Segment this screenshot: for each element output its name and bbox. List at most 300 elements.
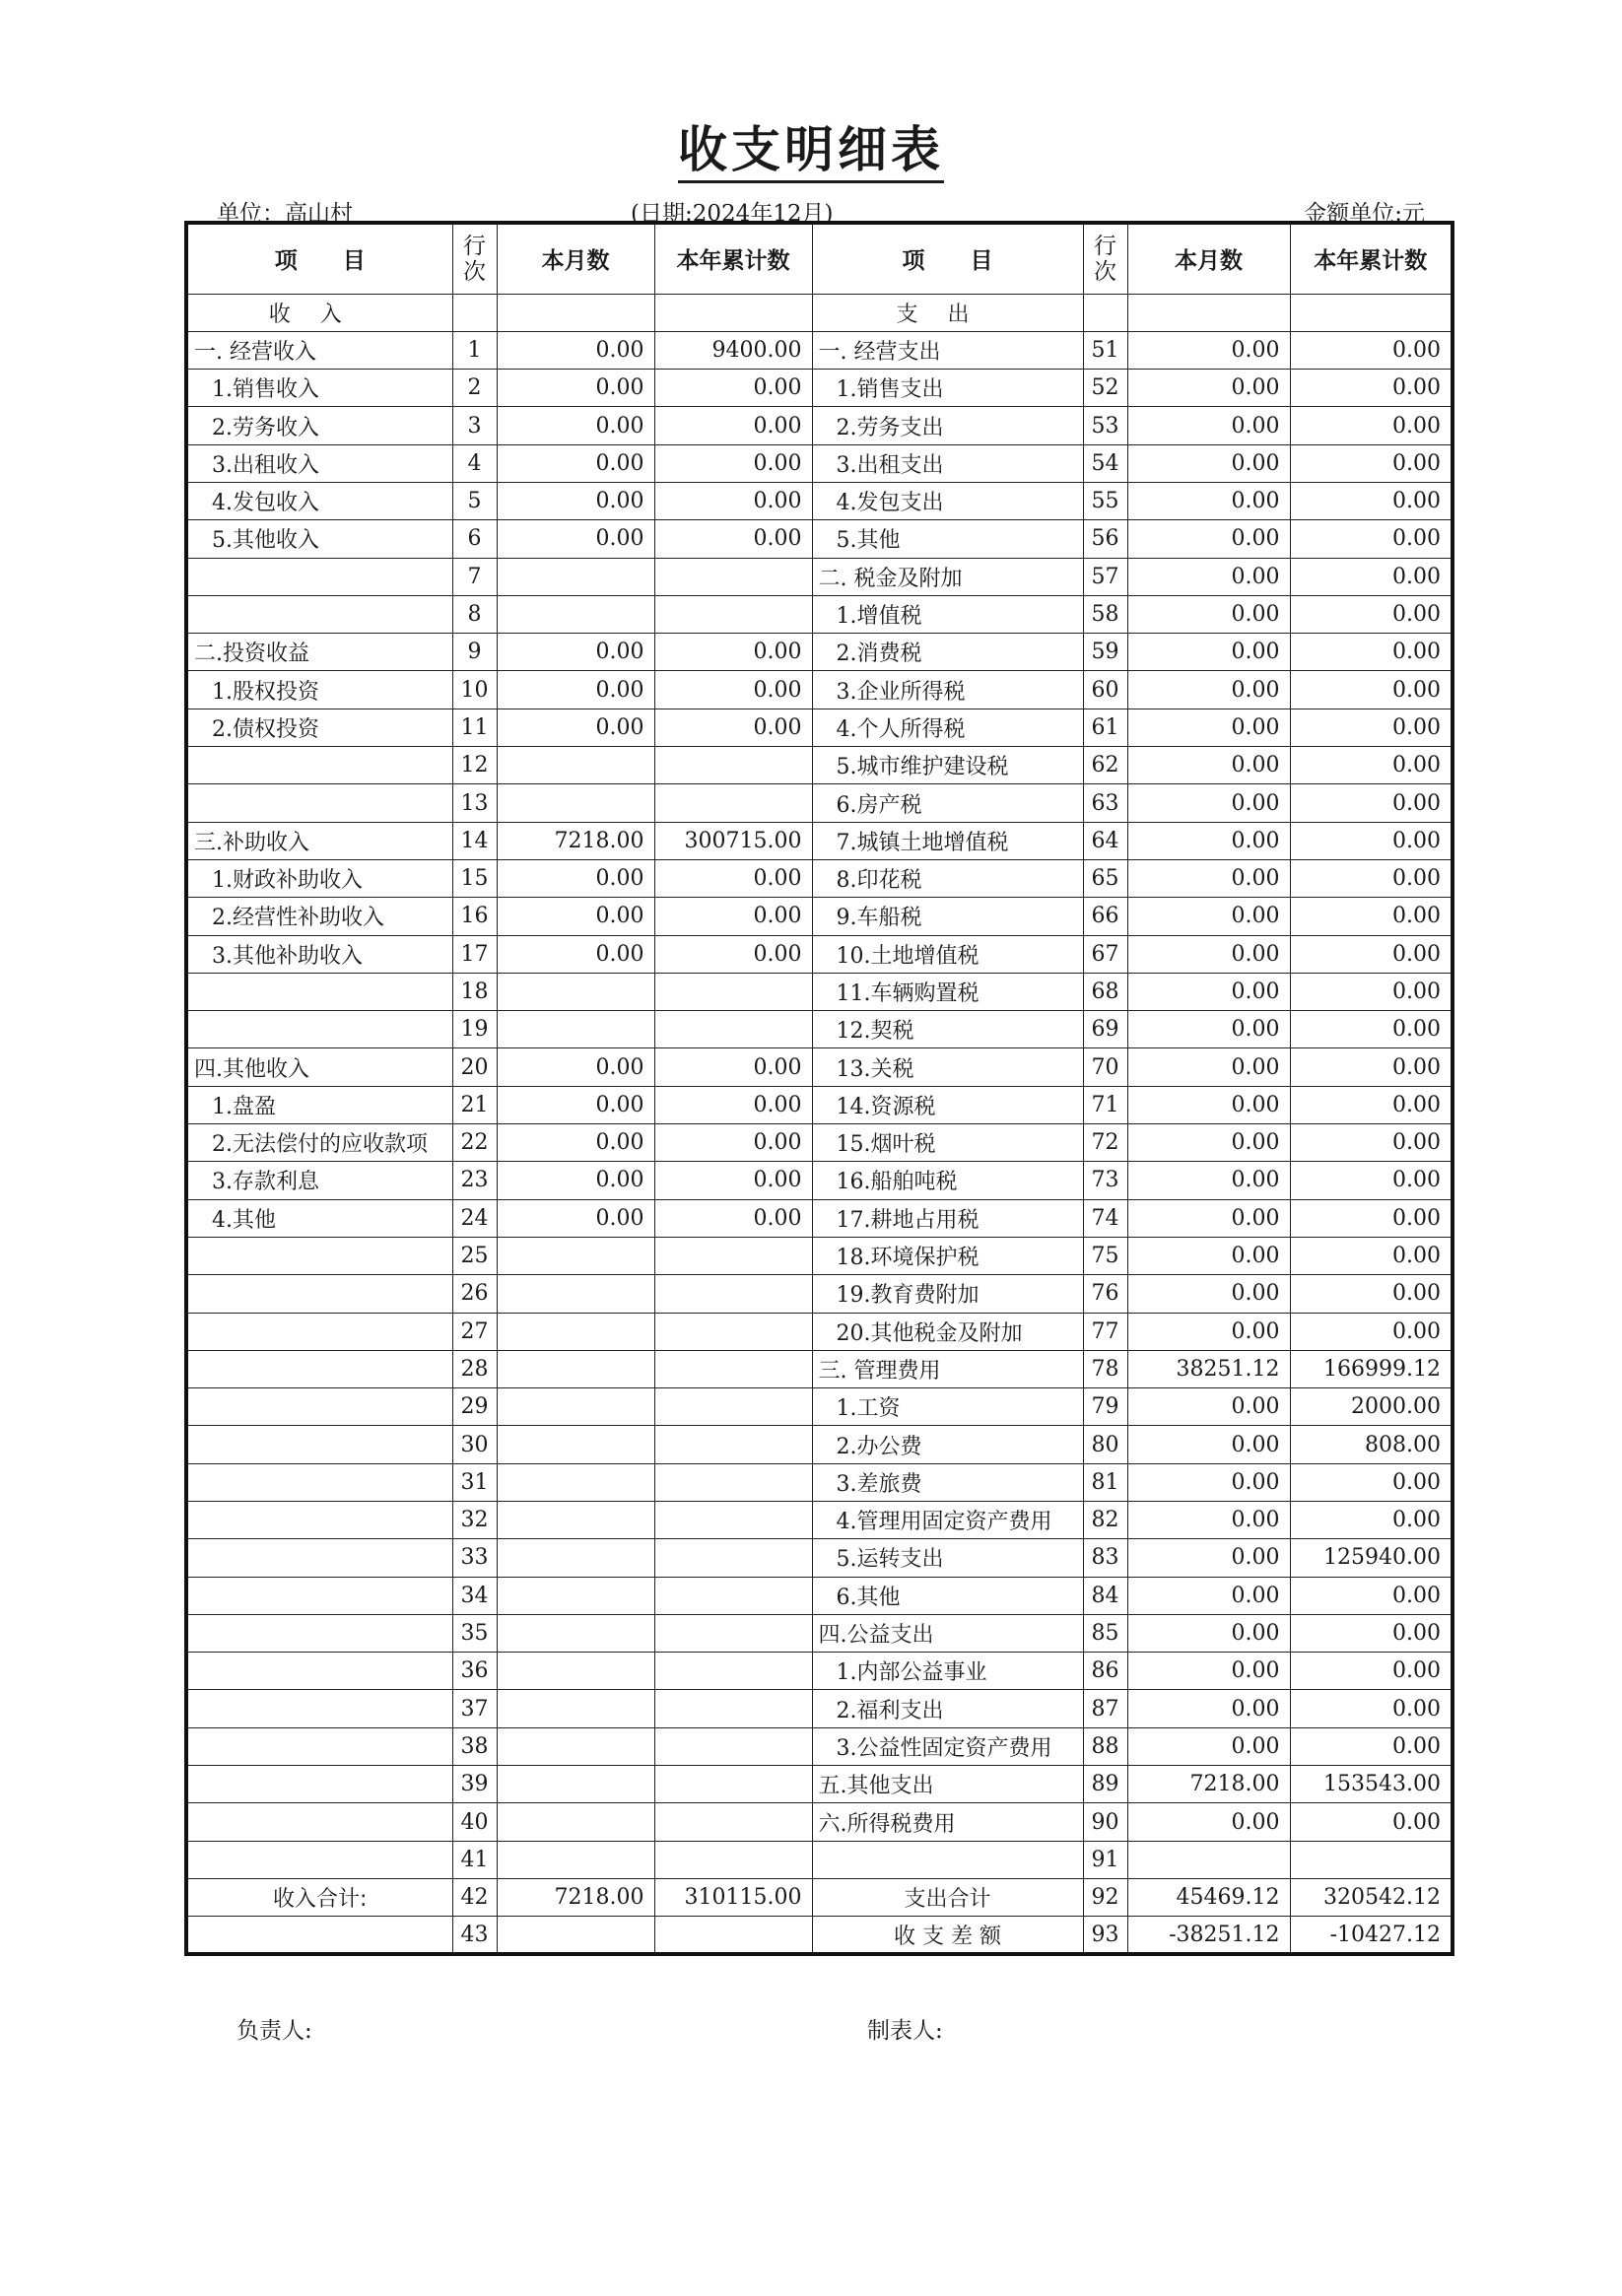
income-month-value: 7218.00 — [497, 822, 654, 859]
expense-year-value: 0.00 — [1290, 1162, 1453, 1199]
expense-month-value: 0.00 — [1127, 898, 1290, 935]
table-row — [186, 1426, 1453, 1463]
expense-item-label: 五.其他支出 — [812, 1766, 1083, 1803]
income-month-value: 0.00 — [497, 898, 654, 935]
income-row-number: 4 — [452, 444, 497, 482]
report-title — [0, 110, 1622, 181]
expense-month-value: 0.00 — [1127, 407, 1290, 444]
expense-row-number: 84 — [1083, 1577, 1127, 1614]
header-month-left: 本月数 — [497, 223, 654, 294]
expense-item-label: 2.办公费 — [812, 1426, 1083, 1463]
expense-row-number: 82 — [1083, 1502, 1127, 1539]
income-month-value: 0.00 — [497, 407, 654, 444]
header-rowno-left-1: 行 — [463, 233, 486, 259]
expense-month-value: 0.00 — [1127, 1124, 1290, 1162]
table-row — [186, 784, 1453, 822]
income-year-value — [654, 1614, 812, 1652]
expense-year-value: 0.00 — [1290, 935, 1453, 973]
expense-year-value: 0.00 — [1290, 520, 1453, 558]
header-rowno-right-1: 行 — [1094, 233, 1116, 259]
expense-month-value: 0.00 — [1127, 1463, 1290, 1501]
expense-row-number: 69 — [1083, 1011, 1127, 1048]
income-row-number: 9 — [452, 634, 497, 671]
table-row — [186, 482, 1453, 519]
income-year-value — [654, 784, 812, 822]
income-item-label — [186, 1841, 452, 1878]
expense-month-value — [1127, 1841, 1290, 1878]
expense-row-number: 83 — [1083, 1539, 1127, 1577]
expense-row-number: 71 — [1083, 1086, 1127, 1123]
expense-row-number: 51 — [1083, 331, 1127, 369]
expense-row-number: 64 — [1083, 822, 1127, 859]
expense-row-number: 72 — [1083, 1124, 1127, 1162]
expense-month-value: 0.00 — [1127, 671, 1290, 709]
expense-item-label: 六.所得税费用 — [812, 1803, 1083, 1841]
income-row-number: 29 — [452, 1388, 497, 1426]
header-rowno-right-2: 次 — [1094, 258, 1116, 285]
expense-item-label: 三. 管理费用 — [812, 1350, 1083, 1387]
empty-cell — [452, 294, 497, 331]
income-month-value — [497, 784, 654, 822]
table-row — [186, 1463, 1453, 1501]
expense-row-number: 54 — [1083, 444, 1127, 482]
income-item-label: 一. 经营收入 — [186, 331, 452, 369]
income-row-number: 24 — [452, 1199, 497, 1237]
expense-month-value: 0.00 — [1127, 859, 1290, 897]
expense-year-value: 0.00 — [1290, 1463, 1453, 1501]
header-rowno-left-2: 次 — [463, 258, 486, 285]
expense-year-value: 0.00 — [1290, 1237, 1453, 1274]
income-row-number: 35 — [452, 1614, 497, 1652]
income-year-value — [654, 1841, 812, 1878]
expense-month-value: 0.00 — [1127, 1727, 1290, 1765]
expense-row-number: 88 — [1083, 1727, 1127, 1765]
income-item-label: 2.债权投资 — [186, 709, 452, 746]
expense-month-value: -38251.12 — [1127, 1917, 1290, 1954]
expense-month-value: 0.00 — [1127, 1237, 1290, 1274]
expense-row-number: 56 — [1083, 520, 1127, 558]
income-row-number: 14 — [452, 822, 497, 859]
expense-item-label: 1.内部公益事业 — [812, 1653, 1083, 1690]
expense-year-value: 0.00 — [1290, 822, 1453, 859]
expense-row-number: 73 — [1083, 1162, 1127, 1199]
expense-year-value: 0.00 — [1290, 1199, 1453, 1237]
expense-item-label: 12.契税 — [812, 1011, 1083, 1048]
table-row — [186, 520, 1453, 558]
income-year-value: 0.00 — [654, 520, 812, 558]
expense-year-value: 0.00 — [1290, 1502, 1453, 1539]
expense-item-label: 5.城市维护建设税 — [812, 747, 1083, 784]
income-year-value — [654, 1350, 812, 1387]
header-year-right: 本年累计数 — [1290, 223, 1453, 294]
expense-year-value: 0.00 — [1290, 595, 1453, 633]
income-month-value — [497, 973, 654, 1010]
expense-item-label: 15.烟叶税 — [812, 1124, 1083, 1162]
expense-month-value: 0.00 — [1127, 444, 1290, 482]
income-year-value: 310115.00 — [654, 1878, 812, 1916]
expense-month-value: 45469.12 — [1127, 1878, 1290, 1916]
expense-month-value: 0.00 — [1127, 482, 1290, 519]
expense-item-label: 一. 经营支出 — [812, 331, 1083, 369]
expense-row-number: 81 — [1083, 1463, 1127, 1501]
income-row-number: 28 — [452, 1350, 497, 1387]
income-month-value: 0.00 — [497, 935, 654, 973]
table-row — [186, 1313, 1453, 1350]
income-item-label: 4.发包收入 — [186, 482, 452, 519]
income-item-label: 三.补助收入 — [186, 822, 452, 859]
empty-cell — [1127, 294, 1290, 331]
expense-year-value: 0.00 — [1290, 859, 1453, 897]
expense-item-label: 收 支 差 额 — [812, 1917, 1083, 1954]
table-row — [186, 1614, 1453, 1652]
income-item-label: 1.财政补助收入 — [186, 859, 452, 897]
expense-month-value: 0.00 — [1127, 1275, 1290, 1313]
expense-year-value: 0.00 — [1290, 1275, 1453, 1313]
income-year-value — [654, 1275, 812, 1313]
header-rowno-left — [452, 223, 497, 294]
expense-item-label: 3.企业所得税 — [812, 671, 1083, 709]
income-row-number: 23 — [452, 1162, 497, 1199]
expense-year-value: 0.00 — [1290, 1577, 1453, 1614]
expense-year-value: 0.00 — [1290, 331, 1453, 369]
income-month-value — [497, 1539, 654, 1577]
income-item-label — [186, 595, 452, 633]
header-row — [186, 223, 1453, 294]
expense-item-label: 9.车船税 — [812, 898, 1083, 935]
income-item-label: 四.其他收入 — [186, 1048, 452, 1086]
income-year-value — [654, 1917, 812, 1954]
income-month-value — [497, 1653, 654, 1690]
expense-item-label: 二. 税金及附加 — [812, 558, 1083, 595]
expense-row-number: 65 — [1083, 859, 1127, 897]
income-month-value: 0.00 — [497, 520, 654, 558]
expense-month-value: 0.00 — [1127, 1162, 1290, 1199]
income-item-label — [186, 1313, 452, 1350]
expense-month-value: 0.00 — [1127, 370, 1290, 407]
expense-month-value: 0.00 — [1127, 1539, 1290, 1577]
table-row — [186, 973, 1453, 1010]
income-year-value: 0.00 — [654, 1162, 812, 1199]
table-row — [186, 1577, 1453, 1614]
income-row-number: 16 — [452, 898, 497, 935]
income-item-label — [186, 1766, 452, 1803]
income-item-label — [186, 1614, 452, 1652]
income-row-number: 2 — [452, 370, 497, 407]
expense-month-value: 0.00 — [1127, 331, 1290, 369]
income-year-value — [654, 1463, 812, 1501]
expense-month-value: 0.00 — [1127, 1086, 1290, 1123]
table-row — [186, 634, 1453, 671]
table-row — [186, 1803, 1453, 1841]
income-month-value — [497, 1841, 654, 1878]
expense-year-value: 166999.12 — [1290, 1350, 1453, 1387]
income-item-label: 1.销售收入 — [186, 370, 452, 407]
income-item-label — [186, 784, 452, 822]
income-row-number: 25 — [452, 1237, 497, 1274]
income-month-value — [497, 558, 654, 595]
income-month-value: 0.00 — [497, 634, 654, 671]
income-year-value: 0.00 — [654, 898, 812, 935]
expense-month-value: 0.00 — [1127, 1048, 1290, 1086]
expense-item-label: 14.资源税 — [812, 1086, 1083, 1123]
expense-month-value: 0.00 — [1127, 1011, 1290, 1048]
table-body — [186, 294, 1453, 1954]
expense-row-number: 57 — [1083, 558, 1127, 595]
income-month-value — [497, 1577, 654, 1614]
table-row — [186, 595, 1453, 633]
income-row-number: 12 — [452, 747, 497, 784]
expense-row-number: 89 — [1083, 1766, 1127, 1803]
expense-item-label: 2.福利支出 — [812, 1690, 1083, 1727]
expense-row-number: 92 — [1083, 1878, 1127, 1916]
income-item-label — [186, 1388, 452, 1426]
total-row — [186, 1917, 1453, 1954]
income-year-value: 0.00 — [654, 1048, 812, 1086]
expense-row-number: 53 — [1083, 407, 1127, 444]
table-row — [186, 1124, 1453, 1162]
table-row — [186, 1841, 1453, 1878]
table-row — [186, 898, 1453, 935]
empty-cell — [1083, 294, 1127, 331]
expense-year-value: 0.00 — [1290, 1011, 1453, 1048]
income-row-number: 42 — [452, 1878, 497, 1916]
expense-row-number: 62 — [1083, 747, 1127, 784]
expense-item-label: 11.车辆购置税 — [812, 973, 1083, 1010]
income-item-label — [186, 1463, 452, 1501]
expense-month-value: 0.00 — [1127, 520, 1290, 558]
income-month-value: 0.00 — [497, 709, 654, 746]
expense-month-value: 0.00 — [1127, 935, 1290, 973]
expense-year-value: 0.00 — [1290, 370, 1453, 407]
responsible-person-label: 负责人: — [237, 2018, 312, 2044]
expense-month-value: 0.00 — [1127, 973, 1290, 1010]
income-month-value — [497, 1463, 654, 1501]
income-row-number: 18 — [452, 973, 497, 1010]
expense-row-number: 58 — [1083, 595, 1127, 633]
table-row — [186, 1011, 1453, 1048]
expense-month-value: 0.00 — [1127, 634, 1290, 671]
table-row — [186, 859, 1453, 897]
expense-year-value: 808.00 — [1290, 1426, 1453, 1463]
empty-cell — [1290, 294, 1453, 331]
income-item-label — [186, 1426, 452, 1463]
total-row — [186, 1878, 1453, 1916]
expense-item-label: 6.房产税 — [812, 784, 1083, 822]
income-year-value — [654, 558, 812, 595]
income-year-value — [654, 1502, 812, 1539]
income-month-value — [497, 1426, 654, 1463]
expense-month-value: 7218.00 — [1127, 1766, 1290, 1803]
income-row-number: 7 — [452, 558, 497, 595]
expense-year-value: 0.00 — [1290, 1803, 1453, 1841]
expense-row-number: 90 — [1083, 1803, 1127, 1841]
report-title-text: 收支明细表 — [678, 121, 944, 183]
expense-year-value: 0.00 — [1290, 1653, 1453, 1690]
income-row-number: 27 — [452, 1313, 497, 1350]
income-year-value — [654, 973, 812, 1010]
income-month-value — [497, 1388, 654, 1426]
income-row-number: 31 — [452, 1463, 497, 1501]
income-item-label: 收入合计: — [186, 1878, 452, 1916]
income-year-value: 0.00 — [654, 444, 812, 482]
income-year-value — [654, 1690, 812, 1727]
empty-cell — [654, 294, 812, 331]
income-section-label: 收入 — [186, 294, 452, 331]
expense-month-value: 0.00 — [1127, 1388, 1290, 1426]
income-month-value: 0.00 — [497, 1199, 654, 1237]
income-month-value: 0.00 — [497, 859, 654, 897]
header-item-left: 项 目 — [186, 223, 452, 294]
income-item-label — [186, 1011, 452, 1048]
expense-row-number: 78 — [1083, 1350, 1127, 1387]
income-row-number: 1 — [452, 331, 497, 369]
expense-month-value: 0.00 — [1127, 1803, 1290, 1841]
income-month-value — [497, 1502, 654, 1539]
expense-year-value: 0.00 — [1290, 1690, 1453, 1727]
income-year-value: 300715.00 — [654, 822, 812, 859]
table-row — [186, 444, 1453, 482]
expense-row-number: 93 — [1083, 1917, 1127, 1954]
expense-item-label: 20.其他税金及附加 — [812, 1313, 1083, 1350]
income-item-label — [186, 1727, 452, 1765]
expense-row-number: 63 — [1083, 784, 1127, 822]
expense-row-number: 86 — [1083, 1653, 1127, 1690]
income-item-label — [186, 1237, 452, 1274]
expense-item-label: 5.运转支出 — [812, 1539, 1083, 1577]
income-item-label — [186, 1539, 452, 1577]
expense-month-value: 0.00 — [1127, 1426, 1290, 1463]
table-row — [186, 822, 1453, 859]
income-year-value — [654, 1313, 812, 1350]
income-item-label — [186, 1502, 452, 1539]
expense-year-value: 2000.00 — [1290, 1388, 1453, 1426]
expense-month-value: 0.00 — [1127, 558, 1290, 595]
income-year-value: 0.00 — [654, 1199, 812, 1237]
income-item-label — [186, 1275, 452, 1313]
income-month-value: 0.00 — [497, 671, 654, 709]
income-item-label: 2.经营性补助收入 — [186, 898, 452, 935]
expense-year-value: 0.00 — [1290, 898, 1453, 935]
expense-row-number: 80 — [1083, 1426, 1127, 1463]
expense-row-number: 59 — [1083, 634, 1127, 671]
table-row — [186, 331, 1453, 369]
income-row-number: 40 — [452, 1803, 497, 1841]
expense-year-value: 0.00 — [1290, 1048, 1453, 1086]
unit-label: 单位：高山村 — [217, 201, 353, 227]
income-item-label: 1.盘盈 — [186, 1086, 452, 1123]
income-month-value: 0.00 — [497, 1124, 654, 1162]
income-row-number: 26 — [452, 1275, 497, 1313]
income-item-label: 1.股权投资 — [186, 671, 452, 709]
table-row — [186, 1388, 1453, 1426]
expense-item-label: 17.耕地占用税 — [812, 1199, 1083, 1237]
income-row-number: 19 — [452, 1011, 497, 1048]
table-row — [186, 1199, 1453, 1237]
expense-month-value: 0.00 — [1127, 1199, 1290, 1237]
income-month-value: 7218.00 — [497, 1878, 654, 1916]
expense-month-value: 0.00 — [1127, 1614, 1290, 1652]
income-item-label: 2.无法偿付的应收款项 — [186, 1124, 452, 1162]
expense-row-number: 67 — [1083, 935, 1127, 973]
expense-month-value: 0.00 — [1127, 1313, 1290, 1350]
expense-item-label: 支出合计 — [812, 1878, 1083, 1916]
expense-item-label: 1.销售支出 — [812, 370, 1083, 407]
table-row — [186, 671, 1453, 709]
income-year-value: 0.00 — [654, 709, 812, 746]
income-month-value: 0.00 — [497, 331, 654, 369]
income-month-value: 0.00 — [497, 1086, 654, 1123]
income-year-value — [654, 1237, 812, 1274]
income-month-value — [497, 1011, 654, 1048]
expense-year-value: 0.00 — [1290, 1086, 1453, 1123]
income-month-value — [497, 1690, 654, 1727]
expense-year-value: 153543.00 — [1290, 1766, 1453, 1803]
expense-item-label: 四.公益支出 — [812, 1614, 1083, 1652]
income-year-value: 0.00 — [654, 1124, 812, 1162]
income-row-number: 30 — [452, 1426, 497, 1463]
expense-year-value: 0.00 — [1290, 671, 1453, 709]
expense-item-label: 3.公益性固定资产费用 — [812, 1727, 1083, 1765]
expense-month-value: 38251.12 — [1127, 1350, 1290, 1387]
income-month-value — [497, 1275, 654, 1313]
expense-month-value: 0.00 — [1127, 784, 1290, 822]
expense-item-label — [812, 1841, 1083, 1878]
income-row-number: 43 — [452, 1917, 497, 1954]
expense-year-value: 0.00 — [1290, 558, 1453, 595]
expense-year-value: 0.00 — [1290, 784, 1453, 822]
income-year-value: 0.00 — [654, 859, 812, 897]
income-item-label — [186, 1577, 452, 1614]
expense-item-label: 5.其他 — [812, 520, 1083, 558]
expense-row-number: 68 — [1083, 973, 1127, 1010]
expense-item-label: 2.消费税 — [812, 634, 1083, 671]
income-row-number: 32 — [452, 1502, 497, 1539]
income-year-value — [654, 1803, 812, 1841]
income-month-value: 0.00 — [497, 444, 654, 482]
expense-year-value: 0.00 — [1290, 1313, 1453, 1350]
expense-item-label: 13.关税 — [812, 1048, 1083, 1086]
income-month-value: 0.00 — [497, 482, 654, 519]
expense-year-value: 0.00 — [1290, 709, 1453, 746]
income-month-value — [497, 1917, 654, 1954]
expense-item-label: 18.环境保护税 — [812, 1237, 1083, 1274]
money-unit-label: 金额单位:元 — [1304, 201, 1425, 227]
income-row-number: 6 — [452, 520, 497, 558]
expense-row-number: 70 — [1083, 1048, 1127, 1086]
income-row-number: 33 — [452, 1539, 497, 1577]
income-year-value — [654, 747, 812, 784]
table-row — [186, 709, 1453, 746]
income-year-value: 0.00 — [654, 482, 812, 519]
income-item-label: 4.其他 — [186, 1199, 452, 1237]
expense-year-value: 0.00 — [1290, 482, 1453, 519]
expense-item-label: 4.个人所得税 — [812, 709, 1083, 746]
income-year-value — [654, 595, 812, 633]
income-year-value — [654, 1011, 812, 1048]
income-item-label: 5.其他收入 — [186, 520, 452, 558]
income-item-label — [186, 1653, 452, 1690]
expense-month-value: 0.00 — [1127, 747, 1290, 784]
income-month-value — [497, 1237, 654, 1274]
header-rowno-right — [1083, 223, 1127, 294]
expense-row-number: 74 — [1083, 1199, 1127, 1237]
expense-item-label: 4.管理用固定资产费用 — [812, 1502, 1083, 1539]
expense-row-number: 55 — [1083, 482, 1127, 519]
expense-month-value: 0.00 — [1127, 595, 1290, 633]
expense-year-value: 320542.12 — [1290, 1878, 1453, 1916]
expense-year-value: 0.00 — [1290, 444, 1453, 482]
date-label: (日期:2024年12月) — [631, 201, 834, 227]
